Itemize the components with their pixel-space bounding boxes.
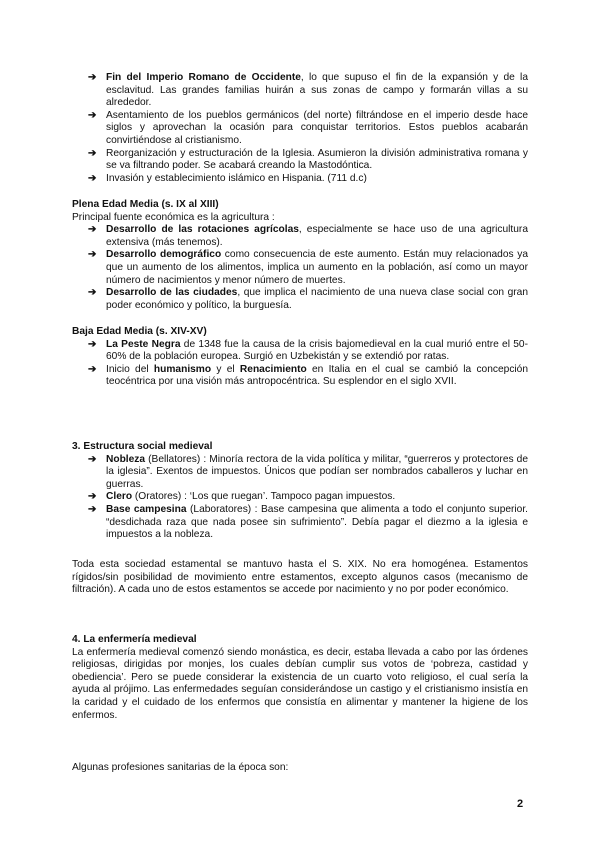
plena-bullet-3 xyxy=(72,287,528,312)
bullet-text: (Laboratores) : Base campesina que alimenta a todo el conjunto superior. “desdichada raza que nada posee sin sufrimiento”. Debía pagar el diezmo a la iglesia e impuestos a la nobleza. xyxy=(106,503,529,541)
bullet-bold: Renacimiento xyxy=(239,363,307,375)
bullet-bold: Clero xyxy=(106,491,133,503)
bullet-bold: Nobleza xyxy=(106,453,146,465)
bullet-text: Inicio del xyxy=(106,363,154,375)
bullet-text: Asentamiento de los pueblos germánicos (del norte) filtrándose en el imperio desde hace siglos y aprovechan la ocasión para conquistar territorios. Estos pueblos acabarán convirtiéndose al cristianismo. xyxy=(106,109,528,146)
arrow-icon: ➔ xyxy=(88,363,97,375)
arrow-icon: ➔ xyxy=(88,72,97,83)
bullet-bold: Desarrollo de las rotaciones agrícolas xyxy=(106,224,299,236)
bullet-bold: Fin del Imperio Romano de Occidente xyxy=(106,72,301,83)
arrow-icon: ➔ xyxy=(88,491,97,503)
closing-line: Algunas profesiones sanitarias de la época son: xyxy=(72,762,289,773)
enfermeria-paragraph: La enfermería medieval comenzó siendo monástica, es decir, estaba llevada a cabo por las órdenes religiosas, dirigidas por monjes, los cuales debían cumplir sus votos de ‘pobreza, castidad y obediencia’. Pero se puede considerar la existencia de un cuarto voto religioso, el cual sería la ayuda al prójimo. Las enfermedades seguían considerándose un castigo y el cristianismo insistía en la caridad y el cuidado de los enfermos que consistía en alimentar y mantener la higiene de los enfermos. xyxy=(72,646,528,721)
baja-bullet-2 xyxy=(72,364,528,389)
bullet-text: Invasión y establecimiento islámico en Hispania. (711 d.c) xyxy=(106,172,367,184)
bullet-text: (Bellatores) : Minoría rectora de la vida política y militar, “guerreros y protectores de la iglesia”. Exentos de impuestos. Únicos que podían ser nombrados caballeros y luchar en guerras. xyxy=(106,453,528,490)
arrow-icon: ➔ xyxy=(88,172,97,184)
intro-bullet-2 xyxy=(72,110,528,148)
estructura-paragraph-block xyxy=(72,559,528,597)
bullet-text: , que implica el nacimiento de una nueva clase social con gran poder económico y político, la burguesía. xyxy=(106,287,528,311)
intro-bullet-1 xyxy=(72,72,528,110)
plena-section xyxy=(72,199,528,312)
arrow-icon: ➔ xyxy=(88,453,97,465)
bullet-text: (Oratores) : ‘Los que ruegan’. Tampoco pagan impuestos. xyxy=(132,491,396,503)
baja-title: Baja Edad Media (s. XIV-XV) xyxy=(72,326,207,337)
bullet-bold: humanismo xyxy=(153,363,212,375)
intro-bullets xyxy=(72,72,528,185)
estructura-bullet-2 xyxy=(72,491,528,504)
arrow-icon: ➔ xyxy=(88,503,97,515)
arrow-icon: ➔ xyxy=(88,147,97,159)
estructura-bullet-1 xyxy=(72,454,528,492)
bullet-bold: Desarrollo demográfico xyxy=(106,249,222,261)
plena-intro: Principal fuente económica es la agricultura : xyxy=(72,211,275,223)
plena-bullet-1 xyxy=(72,224,528,249)
intro-bullet-3 xyxy=(72,148,528,173)
estructura-paragraph: Toda esta sociedad estamental se mantuvo hasta el S. XIX. No era homogénea. Estamentos rígidos/sin posibilidad de movimiento entre estamentos, excepto algunos casos (mecanismo de filtración). A cada uno de estos estamentos se accede por nacimiento y no por poder económico. xyxy=(72,559,528,596)
arrow-icon: ➔ xyxy=(88,338,97,350)
arrow-icon: ➔ xyxy=(88,249,97,261)
bullet-text: y el xyxy=(211,363,240,375)
intro-bullet-4 xyxy=(72,173,528,186)
estructura-section xyxy=(72,441,528,542)
enfermeria-title: 4. La enfermería medieval xyxy=(72,634,197,645)
baja-section xyxy=(72,326,528,389)
bullet-bold: Desarrollo de las ciudades xyxy=(106,287,238,299)
baja-bullet-1 xyxy=(72,339,528,364)
bullet-bold: Base campesina xyxy=(106,503,187,515)
arrow-icon: ➔ xyxy=(88,109,97,121)
estructura-title: 3. Estructura social medieval xyxy=(72,441,213,452)
bullet-bold: La Peste Negra xyxy=(106,338,181,350)
arrow-icon: ➔ xyxy=(88,224,97,236)
bullet-text: en Italia en el cual se cambió la concepción teocéntrica por una visión más antropocéntrica. Su esplendor en el siglo XVII. xyxy=(106,363,529,388)
plena-title: Plena Edad Media (s. IX al XIII) xyxy=(72,199,219,210)
bullet-text: , especialmente se hace uso de una agricultura extensiva (más tenemos). xyxy=(106,224,528,248)
page-number: 2 xyxy=(517,798,524,810)
bullet-text: como consecuencia de este aumento. Están muy relacionados ya que un aumento de los alimentos, implica un aumento en la población, así como un mayor número de nacimientos y menor número de muertes. xyxy=(106,249,528,286)
bullet-text: , lo que supuso el fin de la expansión y de la esclavitud. Las grandes familias huirán a sus zonas de campo y formarán villas a su alrededor. xyxy=(106,72,528,109)
bullet-text: Reorganización y estructuración de la Iglesia. Asumieron la división administrativa romana y se va filtrando poder. Se acabará creando la Mastodóntica. xyxy=(106,147,528,172)
arrow-icon: ➔ xyxy=(88,287,97,299)
enfermeria-section xyxy=(72,634,528,722)
estructura-bullet-3 xyxy=(72,504,528,542)
plena-bullet-2 xyxy=(72,249,528,287)
closing-block xyxy=(72,762,528,775)
bullet-text: de 1348 fue la causa de la crisis bajomedieval en la cual murió entre el 50-60% de la población europea. Surgió en Uzbekistán y se extendió por ratas. xyxy=(106,338,528,363)
